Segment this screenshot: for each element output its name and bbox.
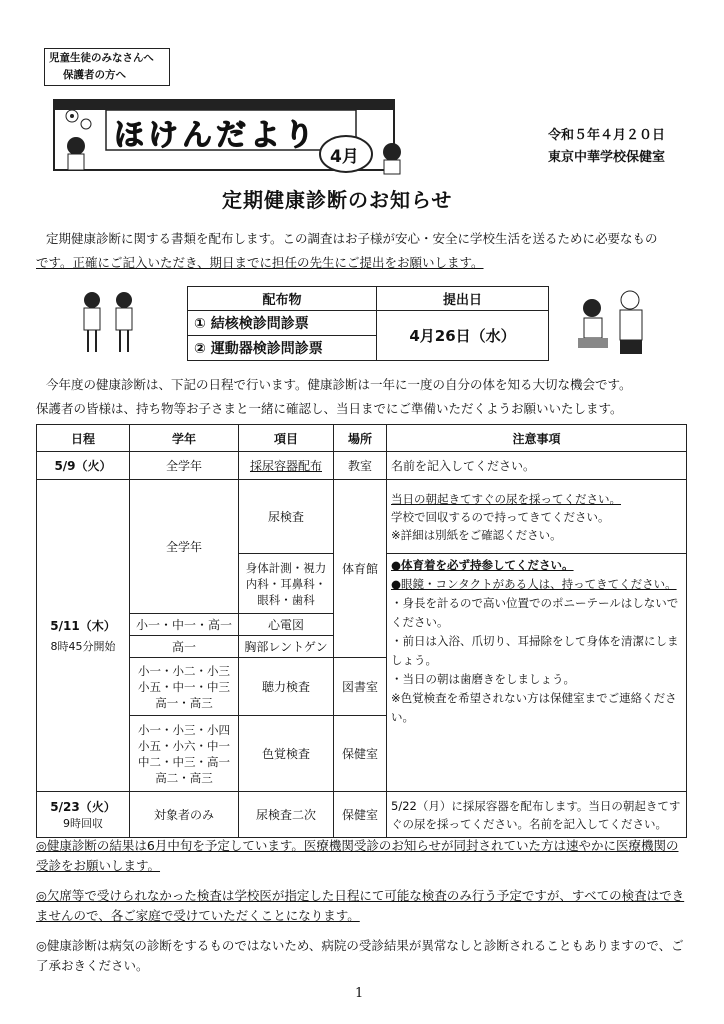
dist-header-due: 提出日 [377,287,549,311]
r2-g-color: 小一・小三・小四 小五・小六・中一 中二・中三・高一 高二・高三 [130,716,239,792]
r2-time: 8時45分開始 [50,640,116,653]
th-date: 日程 [37,425,130,452]
r2-note-body-1: ●体育着を必ず持参してください。 [391,558,574,572]
r3-sub: 9時回収 [63,817,103,830]
r2-note-body-5: ・当日の朝は歯磨きをしましょう。 [391,672,575,686]
r3-item: 尿検査二次 [239,792,334,838]
schedule-intro-2: 保護者の皆様は、持ち物等お子さまと一緒に確認し、当日までにご準備いただくようお願いいたします。 [36,401,623,416]
page-number: 1 [355,986,364,1001]
audience-box [44,48,170,86]
note-3: ◎健康診断は病気の診断をするものではないため、病院の受診結果が異常なしと診断されることもありますので、ご了承おきください。 [36,938,684,973]
audience-line-1: 児童生徒のみなさんへ [49,52,154,64]
r2-item-body: 身体計測・視力 内科・耳鼻科・ 眼科・歯科 [239,554,334,614]
r2-place-gym: 体育館 [334,480,387,658]
table-row [37,452,687,480]
distribution-table [187,286,549,361]
r2-note-body-4: ・前日は入浴、爪切り、耳掃除をして身体を清潔にしましょう。 [391,634,679,667]
banner-title: ほけんだより [114,118,318,153]
r2-p-hear: 図書室 [334,658,387,716]
r2-g-hear: 小一・小二・小三 小五・中一・中三 高一・高三 [130,658,239,716]
r1-date: 5/9（火） [37,452,130,480]
r2-note-body-6: ※色覚検査を希望されない方は保健室までご連絡ください。 [391,691,677,724]
note-1: ◎健康診断の結果は6月中旬を予定しています。医療機関受診のお知らせが同封されていた方は速やかに医療機関の受診をお願いします。 [36,838,679,873]
dist-due-date: 4月26日（水） [377,311,549,361]
r1-place: 教室 [334,452,387,480]
dist-item-1: ① 結核検診問診票 [188,311,377,336]
schedule-table [36,424,687,838]
r1-item: 採尿容器配布 [239,452,334,480]
r2-g-heart: 小一・中一・高一 [130,614,239,636]
table-row [37,792,687,838]
r2-i-color: 色覚検査 [239,716,334,792]
r3-grade: 対象者のみ [130,792,239,838]
doctor-checkup-illustration [578,288,650,360]
r2-note-body-3: ・身長を計るので高い位置でのポニーテールはしないでください。 [391,596,679,629]
banner-month: 4月 [330,147,359,167]
intro-line-1: 定期健康診断に関する書類を配布します。この調査はお子様が安心・安全に学校生活を送るために必要なもの [46,231,658,246]
intro-line-2: です。正確にご記入いただき、期日までに担任の先生にご提出をお願いします。 [36,255,484,270]
note-2: ◎欠席等で受けられなかった検査は学校医が指定した日程にて可能な検査のみ行う予定ですが、すべての検査はできませんので、各ご家庭で受けていただくことになります。 [36,888,685,923]
r1-grade: 全学年 [130,452,239,480]
table-row [37,480,687,554]
th-grade: 学年 [130,425,239,452]
r2-note-urine-3: ※詳細は別紙をご確認ください。 [391,527,562,542]
notes-section [36,836,690,976]
r2-grade-all: 全学年 [130,480,239,614]
audience-line-2: 保護者の方へ [63,69,126,81]
th-place: 場所 [334,425,387,452]
children-illustration [78,290,140,362]
issue-date: 令和５年４月２０日 [548,128,666,143]
r2-note-urine-1: 当日の朝起きてすぐの尿を採ってください。 [391,491,621,506]
issuer: 東京中華学校保健室 [548,150,666,165]
r2-note-urine [387,480,687,554]
r3-place: 保健室 [334,792,387,838]
dist-header-items: 配布物 [188,287,377,311]
r2-date: 5/11（木） [50,619,116,633]
r2-i-xray: 胸部レントゲン [239,636,334,658]
r3-date: 5/23（火） [50,800,116,814]
r2-note-body [387,554,687,792]
r2-date-cell [37,480,130,792]
r2-note-urine-2: 学校で回収するので持ってきてください。 [391,509,610,524]
page-title: 定期健康診断のお知らせ [222,188,453,212]
th-notes: 注意事項 [387,425,687,452]
th-item: 項目 [239,425,334,452]
r2-i-hear: 聴力検査 [239,658,334,716]
r3-date-cell [37,792,130,838]
newsletter-banner [46,96,416,180]
r3-note: 5/22（月）に採尿容器を配布します。当日の朝起きてすぐの尿を採ってください。名前を記入してください。 [387,792,687,838]
dist-item-2: ② 運動器検診問診票 [188,336,377,361]
schedule-intro-1: 今年度の健康診断は、下記の日程で行います。健康診断は一年に一度の自分の体を知る大切な機会です。 [46,377,632,392]
r2-g-xray: 高一 [130,636,239,658]
r2-i-heart: 心電図 [239,614,334,636]
r2-item-urine: 尿検査 [239,480,334,554]
r2-note-body-2: ●眼鏡・コンタクトがある人は、持ってきてください。 [391,577,677,591]
r1-note: 名前を記入してください。 [387,452,687,480]
r2-p-color: 保健室 [334,716,387,792]
